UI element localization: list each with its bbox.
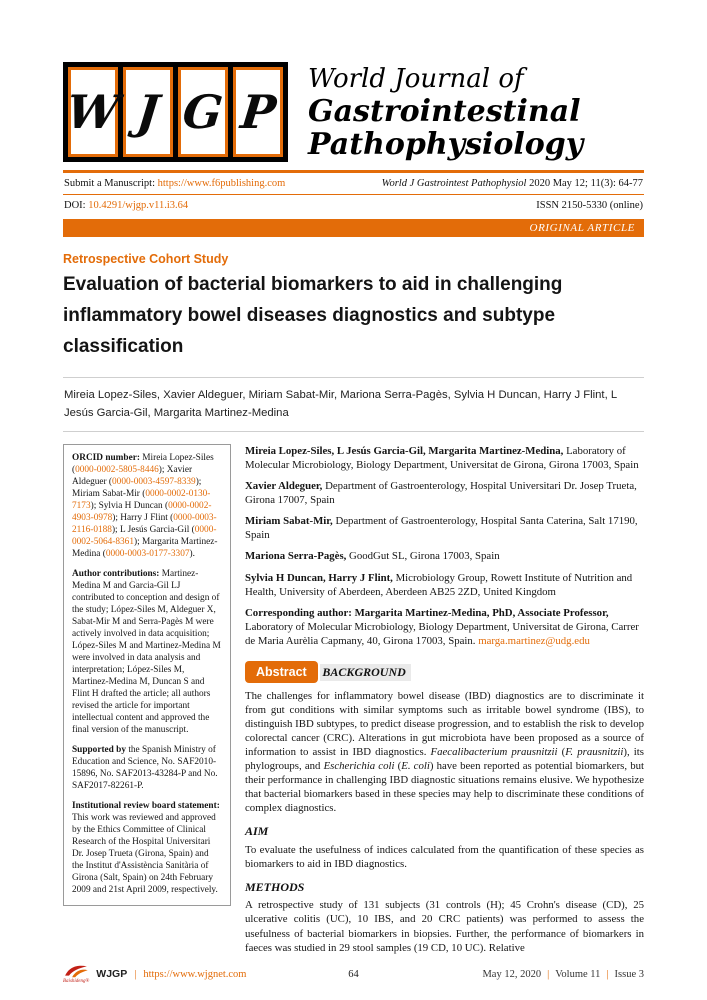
footer-left [63,964,246,984]
logo-letter-tile: P [233,67,283,157]
submit-citation-row [63,173,644,194]
footer-issue: Issue 3 [614,968,644,980]
section-label-aim: AIM [245,824,269,839]
two-column-layout [63,444,644,962]
link[interactable]: 0000-0003-0177-3307 [105,549,190,560]
link[interactable]: 0000-0002-5805-8446 [75,465,159,476]
submit-manuscript: Submit a Manuscript: https://www.f6publishing.com [64,178,286,189]
link[interactable]: https://www.f6publishing.com [157,178,286,189]
authors-block [63,377,644,432]
authors-line: Mireia Lopez-Siles, Xavier Aldeguer, Miriam Sabat-Mir, Mariona Serra-Pagès, Sylvia H Duncan, Harry J Flint, L Jesús Garcia-Gil, Margarita Martinez-Medina [64,389,617,419]
author-contributions: Author contributions: Martinez-Medina M and Garcia-Gil LJ contributed to conception and design of the study; López-Siles M, Aldeguer X, Sabat-Mir M and Serra-Pagès M were actively involved in data acquisition; López-Siles M and Martinez-Medina M were involved in data analysis and interpretation; López-Siles M, Martinez-Medina M, Duncan S and Flint H drafted the article; all authors revised the article for important intellectual content and approved the final version of the manuscript. [72,569,221,735]
page-number: 64 [348,968,359,980]
doi-issn-row [63,195,644,216]
abstract-heading: Abstract [245,661,318,683]
footer-separator: | [606,968,609,980]
article-title: Evaluation of bacterial biomarkers to aid in challenging inflammatory bowel diseases diagnostics and subtype classification [63,274,563,357]
link[interactable]: 10.4291/wjgp.v11.i3.64 [88,200,189,211]
corresponding-author: Corresponding author: Margarita Martinez-Medina, PhD, Associate Professor, Laboratory of Molecular Microbiology, Biology Department, Universitat de Girona, Carrer de Maria Aurèlia Capmany, 40, Girona 17003, Spain. marga.martinez@udg.edu [245,606,639,647]
baishideng-icon [63,964,89,978]
article-type-label: ORIGINAL ARTICLE [529,222,635,234]
affiliation: Sylvia H Duncan, Harry J Flint, Microbiology Group, Rowett Institute of Nutrition and Health, University of Aberdeen, Aberdeen AB25 2ZD, United Kingdom [245,571,633,598]
aim-text: To evaluate the usefulness of indices calculated from the quantification of these species as biomarkers to aid in IBD diagnostics. [245,843,644,870]
citation: World J Gastrointest Pathophysiol 2020 May 12; 11(3): 64-77 [381,178,643,189]
journal-title-line: Pathophysiology [308,126,584,162]
footer-right [482,969,644,980]
issn: ISSN 2150-5330 (online) [536,200,643,211]
affiliation: Mariona Serra-Pagès, GoodGut SL, Girona 17003, Spain [245,550,500,563]
link[interactable]: marga.martinez@udg.edu [478,634,590,647]
study-type-label: Retrospective Cohort Study [63,252,229,266]
journal-title-line: World Journal of [308,64,524,95]
main-column [245,444,644,962]
page-footer [63,960,644,988]
background-text: The challenges for inflammatory bowel disease (IBD) diagnostics are to discriminate it from gut conditions with similar symptoms such as irritable bowel syndrome (IBS), to distinguish IBD subtypes, to predict disease progression, and to establish the risk to develop colorectal cancer (CRC). Alterations in gut microbiota have been proposed as a source of information to assist in IBD diagnostics. Faecalibacterium prausnitzii (F. prausnitzii), its phylogroups, and Escherichia coli (E. coli) have been reported as potential biomarkers, but their performance in challenging IBD diagnostic situations remains elusive. We hypothesize that bacterial biomarkers based in these species may help to discriminate these conditions of complex diagnostics. [245,689,645,815]
baishideng-label: Baishideng® [63,979,90,984]
baishideng-logo [63,964,89,984]
logo-letter-tile: J [123,67,173,157]
orcid-numbers: ORCID number: Mireia Lopez-Siles (0000-0002-5805-8446); Xavier Aldeguer (0000-0003-4597-8339); Miriam Sabat-Mir (0000-0002-0130-7173); Sylvia H Duncan (0000-0002-4903-0978); Harry J Flint (0000-0003-2116-0188); L Jesús Garcia-Gil (0000-0002-5064-8361); Margarita Martinez-Medina (0000-0003-0177-3307). [72,453,218,560]
wjgp-logo [63,62,288,162]
link[interactable]: 0000-0003-4597-8339 [112,477,196,488]
link[interactable]: 0000-0002-4903-0978 [72,501,212,524]
irb-statement: Institutional review board statement: This work was reviewed and approved by the Ethics Committee of Clinical Research of the Hospital Universitari Dr. Josep Trueta (Girona, Spain) and the Institut d'Assistència Sanitària of Girona (Salt, Spain) on 24th February 2009 and 21st April 2009, respectively. [72,800,220,895]
section-label-background: BACKGROUND [320,664,410,682]
link[interactable]: 0000-0003-2116-0188 [72,513,217,536]
journal-abbr: WJGP [96,968,128,980]
section-label-methods: METHODS [245,879,305,894]
publisher-url-link[interactable]: https://www.wjgnet.com [143,968,247,980]
footer-volume: Volume 11 [555,968,601,980]
footer-date: May 12, 2020 [482,968,542,980]
footer-separator: | [134,968,137,980]
methods-text: A retrospective study of 131 subjects (31 controls (H); 45 Crohn's disease (CD), 25 ulcerative colitis (UC), 10 IBS, and 20 CRC patients) was performed to assess the usefulness of bacterial biomarkers in biopsies. Further, the performance of biomarkers in faeces was studied in 29 stool samples (19 CD, 10 UC). Relative [245,899,644,954]
journal-title [308,63,583,161]
affiliation: Xavier Aldeguer, Department of Gastroenterology, Hospital Universitari Dr. Josep Trueta, Girona 17007, Spain [245,480,637,507]
affiliation: Miriam Sabat-Mir, Department of Gastroenterology, Hospital Santa Caterina, Salt 17190, Spain [245,515,638,542]
article-info-box [63,444,231,905]
footer-separator: | [547,968,550,980]
link[interactable]: 0000-0002-0130-7173 [72,489,211,512]
journal-title-line: Gastrointestinal [308,93,581,129]
supported-by: Supported by the Spanish Ministry of Education and Science, No. SAF2010-15896, No. SAF2013-43284-P and No. SAF2017-82261-P. [72,744,218,791]
article-type-banner [63,219,644,237]
affiliation: Mireia Lopez-Siles, L Jesús Garcia-Gil, Margarita Martinez-Medina, Laboratory of Molecular Microbiology, Biology Department, Universitat de Girona, Girona 17003, Spain [245,445,639,472]
logo-letter-tile: W [68,67,118,157]
journal-masthead [63,62,644,162]
logo-letter-tile: G [178,67,228,157]
doi: DOI: 10.4291/wjgp.v11.i3.64 [64,200,189,211]
link[interactable]: 0000-0002-5064-8361 [72,525,217,548]
